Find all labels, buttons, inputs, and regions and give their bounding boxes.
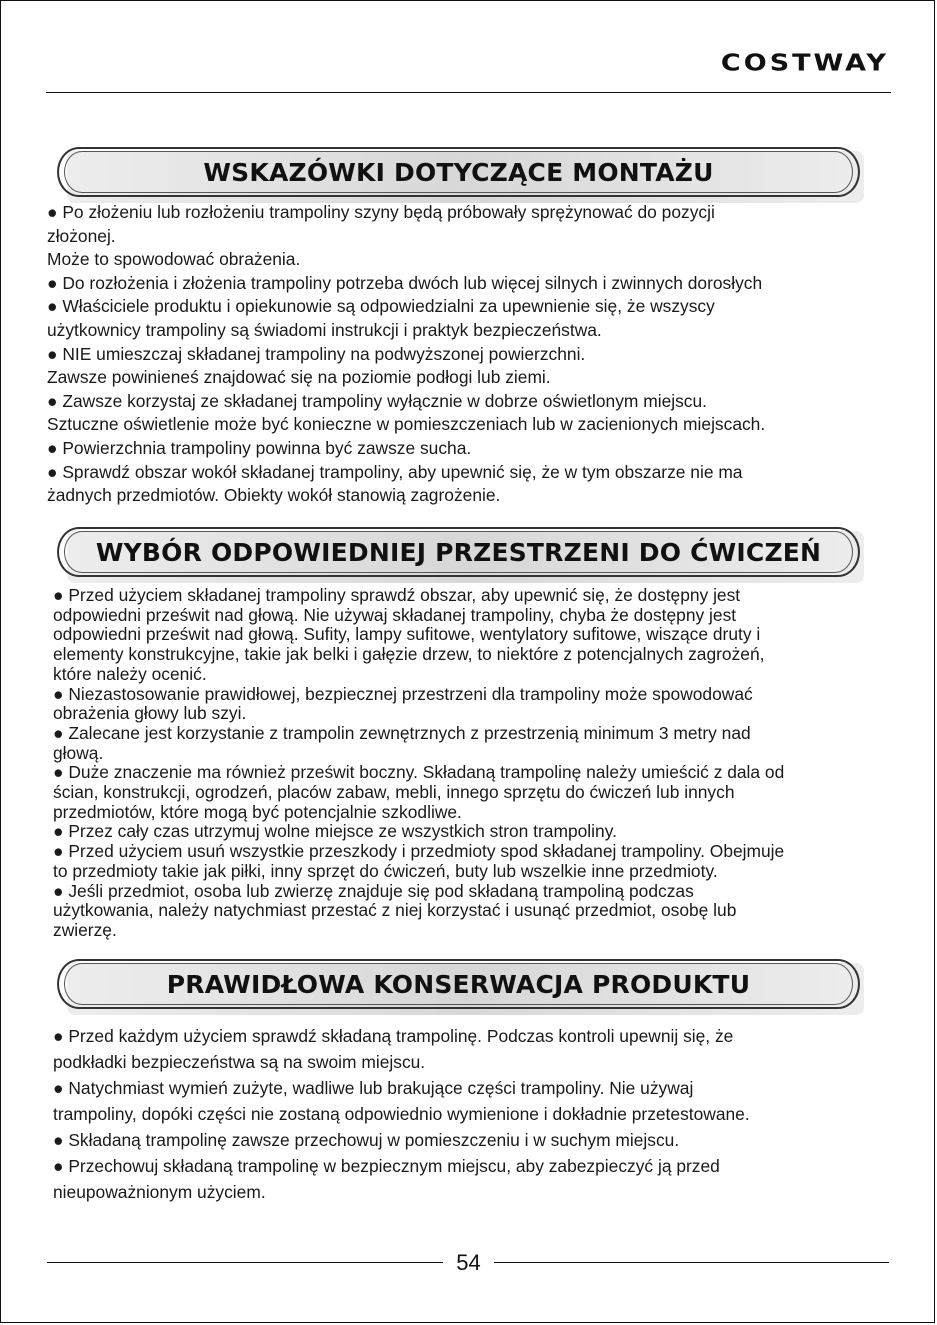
body-line: nieupoważnionym użyciem. [53,1182,266,1202]
body-line: ● Duże znaczenie ma również prześwit boczny. Składaną trampolinę należy umieścić z dala od [53,762,785,783]
section-banner-space [57,527,860,577]
body-line: elementy konstrukcyjne, takie jak belki i gałęzie drzew, to niektóre z potencjalnych zagrożeń, [53,644,765,665]
body-line: ● Zawsze korzystaj ze składanej trampoliny wyłącznie w dobrze oświetlonym miejscu. [47,390,707,411]
body-line: ● Przez cały czas utrzymuj wolne miejsce ze wszystkich stron trampoliny. [53,821,617,842]
body-line: ● NIE umieszczaj składanej trampoliny na podwyższonej powierzchni. [47,343,586,364]
body-line: Może to spowodować obrażenia. [47,249,301,270]
page-number: 54 [456,1250,481,1275]
body-line: ● Składaną trampolinę zawsze przechowuj w pomieszczeniu i w suchym miejscu. [53,1130,680,1150]
body-line: złożonej. [47,225,116,246]
brand-logo: COSTWAY [720,50,889,77]
section-banner-maintenance [57,959,860,1009]
body-line: ● Przechowuj składaną trampolinę w bezpiecznym miejscu, aby zabezpieczyć ją przed [53,1156,720,1176]
body-line: ● Przed użyciem usuń wszystkie przeszkody i przedmioty spod składanej trampoliny. Obejmuje [53,841,785,862]
body-line: ● Do rozłożenia i złożenia trampoliny potrzeba dwóch lub więcej silnych i zwinnych dorosłych [47,272,763,293]
body-line: które należy ocenić. [53,663,207,684]
body-line: zwierzę. [53,919,117,940]
body-line: ● Sprawdź obszar wokół składanej trampoliny, aby upewnić się, że w tym obszarze nie ma [47,461,743,482]
body-line: ● Właściciele produktu i opiekunowie są odpowiedzialni za upewnienie się, że wszyscy [47,296,715,317]
body-line: ● Jeśli przedmiot, osoba lub zwierzę znajduje się pod składaną trampoliną podczas [53,880,694,901]
body-line: odpowiedni prześwit nad głową. Sufity, lampy sufitowe, wentylatory sufitowe, wiszące druty i [53,624,761,645]
body-line: to przedmioty takie jak piłki, inny sprzęt do ćwiczeń, buty lub wszelkie inne przedmioty. [53,860,718,881]
body-line: Sztuczne oświetlenie może być konieczne w pomieszczeniach lub w zacienionych miejscach. [47,414,766,435]
body-line: ● Przed każdym użyciem sprawdź składaną trampolinę. Podczas kontroli upewnij się, że [53,1026,734,1046]
section-title: WSKAZÓWKI DOTYCZĄCE MONTAŻU [203,157,714,187]
body-line: ● Po złożeniu lub rozłożeniu trampoliny szyny będą próbowały sprężynować do pozycji [47,202,715,222]
body-line: obrażenia głowy lub szyi. [53,703,247,724]
body-line: użytkowania, należy natychmiast przestać z niej korzystać i usunąć przedmiot, osobę lub [53,900,737,921]
section-body-maintenance [53,1023,750,1205]
body-line: ścian, konstrukcji, ogrodzeń, placów zabaw, mebli, innego sprzętu do ćwiczeń lub innych [53,782,735,803]
footer-divider-left [47,1262,443,1263]
header-divider [46,92,891,93]
section-title: PRAWIDŁOWA KONSERWACJA PRODUKTU [166,969,751,999]
section-body-space [53,586,784,941]
body-line: Zawsze powinieneś znajdować się na poziomie podłogi lub ziemi. [47,367,551,388]
body-line: ● Powierzchnia trampoliny powinna być zawsze sucha. [47,437,472,458]
body-line: ● Niezastosowanie prawidłowej, bezpiecznej przestrzeni dla trampoliny może spowodować [53,683,753,704]
section-banner-assembly [57,147,860,197]
body-line: ● Natychmiast wymień zużyte, wadliwe lub brakujące części trampoliny. Nie używaj [53,1078,694,1098]
body-line: trampoliny, dopóki części nie zostaną odpowiednio wymienione i dokładnie przetestowane. [53,1104,750,1124]
section-title: WYBÓR ODPOWIEDNIEJ PRZESTRZENI DO ĆWICZEŃ [95,537,822,567]
body-line: odpowiedni prześwit nad głową. Nie używaj składanej trampoliny, chyba że dostępny jest [53,604,737,625]
body-line: głową. [53,742,104,763]
body-line: przedmiotów, które mogą być potencjalnie szkodliwe. [53,801,462,822]
body-line: żadnych przedmiotów. Obiekty wokół stanowią zagrożenie. [47,485,501,506]
body-line: podkładki bezpieczeństwa są na swoim miejscu. [53,1052,426,1072]
footer-divider-right [494,1262,889,1263]
body-line: ● Zalecane jest korzystanie z trampolin zewnętrznych z przestrzenią minimum 3 metry nad [53,722,751,743]
section-body-assembly [47,201,765,508]
body-line: użytkownicy trampoliny są świadomi instrukcji i praktyk bezpieczeństwa. [47,319,602,340]
body-line: ● Przed użyciem składanej trampoliny sprawdź obszar, aby upewnić się, że dostępny jest [53,585,741,605]
